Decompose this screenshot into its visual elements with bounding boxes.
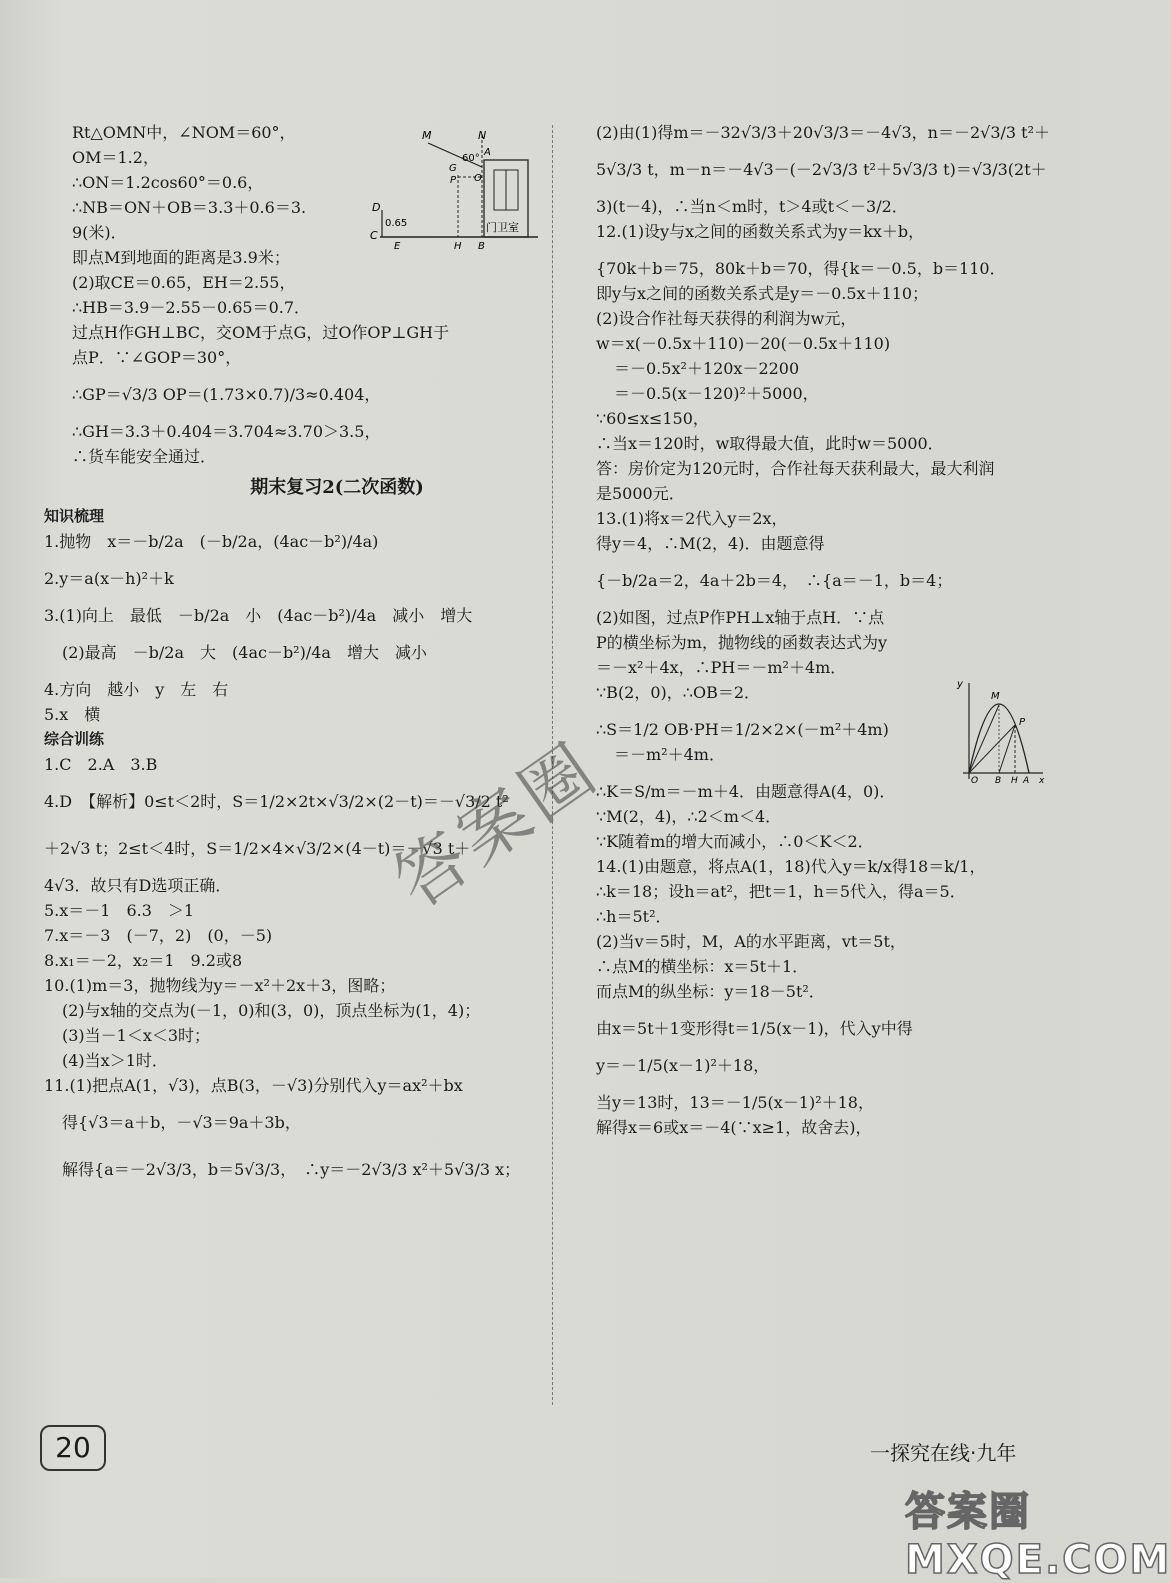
text-line: 14.(1)由题意，将点A(1，18)代入y＝k/x得18＝k/1， — [596, 857, 986, 876]
axis-x: x — [1039, 776, 1045, 786]
knowledge-item: 2.y＝a(x－h)²＋k — [44, 569, 174, 588]
text-line: 12.(1)设y与x之间的函数关系式为y＝kx＋b， — [596, 222, 925, 241]
footer-text: 一探究在线·九年 — [870, 1441, 1017, 1465]
text-line: 3)(t－4)，∴当n＜m时，t＞4或t＜－3/2． — [596, 197, 908, 216]
text-line: (2)如图，过点P作PH⊥x轴于点H．∵点 — [596, 608, 885, 627]
label-angle: 60° — [462, 153, 480, 164]
text-line: 得y＝4，∴M(2，4)．由题意得 — [596, 534, 825, 553]
training-item: (3)当－1＜x＜3时； — [62, 1026, 211, 1045]
watermark-text: 答案圈 MXQE.COM — [905, 1489, 1171, 1583]
label-M: M — [991, 691, 1000, 702]
training-item: 解得{a＝－2√3/3，b＝5√3/3， ∴y＝－2√3/3 x²＋5√3/3 x； — [62, 1160, 521, 1179]
text-line: ＝－0.5(x－120)²＋5000， — [614, 384, 819, 403]
section-title: 期末复习2(二次函数) — [250, 477, 424, 498]
text-line: ∵K随着m的增大而减小，∴0＜K＜2． — [596, 832, 874, 851]
text-line: 13.(1)将x＝2代入y＝2x， — [596, 509, 788, 528]
label-gatehouse: 门卫室 — [486, 221, 519, 234]
label-height: 0.65 — [385, 218, 408, 229]
training-heading: 综合训练 — [44, 730, 105, 748]
text-line: ∴k＝18；设h＝at²，把t＝1，h＝5代入，得a＝5． — [596, 882, 966, 901]
text-line: ∴GH＝3.3＋0.404＝3.704≈3.70＞3.5， — [72, 422, 381, 441]
label-E: E — [394, 241, 401, 252]
label-M: M — [422, 129, 432, 142]
text-line: 5√3/3 t，m－n＝－4√3－(－2√3/3 t²＋5√3/3 t)＝√3/3(2t＋ — [596, 160, 1047, 179]
page-number: 20 — [40, 1425, 106, 1471]
label-D: D — [372, 201, 381, 214]
right-column — [596, 120, 1066, 1140]
label-H: H — [1011, 776, 1018, 786]
knowledge-heading: 知识梳理 — [44, 507, 105, 525]
text-line: ＝－0.5x²＋120x－2200 — [614, 359, 800, 378]
text-line: {70k＋b＝75，80k＋b＝70，得{k＝－0.5，b＝110． — [596, 259, 1006, 278]
training-item: 7.x＝－3 (－7，2) (0，－5) — [44, 926, 273, 945]
text-line: {－b/2a＝2，4a＋2b＝4， ∴{a＝－1，b＝4； — [596, 571, 953, 590]
axis-y: y — [957, 679, 963, 690]
text-line: 解得x＝6或x＝－4(∵x≥1，故舍去)， — [596, 1118, 872, 1137]
label-B: B — [478, 241, 485, 252]
text-line: ∴K＝S/m＝－m＋4．由题意得A(4，0)． — [596, 782, 896, 801]
text-line: (2)取CE＝0.65，EH＝2.55， — [72, 273, 296, 292]
label-H: H — [454, 241, 462, 252]
text-line: 当y＝13时，13＝－1/5(x－1)²＋18， — [596, 1093, 874, 1112]
text-line: ∵B(2，0)，∴OB＝2． — [596, 683, 761, 702]
text-line: ∴h＝5t²． — [596, 907, 672, 926]
text-line: w＝x(－0.5x＋110)－20(－0.5x＋110) — [596, 334, 891, 353]
parabola-diagram — [955, 675, 1050, 785]
label-N: N — [478, 129, 487, 142]
training-item: (4)当x＞1时． — [62, 1051, 168, 1070]
text-line: 答：房价定为120元时，合作社每天获利最大，最大利润 — [596, 459, 995, 478]
text-line: 点P．∵∠GOP＝30°， — [72, 348, 242, 367]
label-O: O — [474, 173, 482, 184]
text-line: Rt△OMN中，∠NOM＝60°， — [72, 123, 296, 142]
training-item: 得{√3＝a＋b，－√3＝9a＋3b， — [62, 1113, 301, 1132]
text-line: ＝－m²＋4m． — [614, 745, 725, 764]
text-line: ∴当x＝120时，w取得最大值，此时w＝5000． — [596, 434, 944, 453]
label-A: A — [1023, 776, 1030, 786]
text-line: 而点M的纵坐标：y＝18－5t²． — [596, 982, 825, 1001]
text-line: 即点M到地面的距离是3.9米； — [72, 248, 290, 267]
text-line: ∴ON＝1.2cos60°＝0.6， — [72, 173, 264, 192]
label-C: C — [370, 229, 378, 242]
label-P: P — [450, 175, 457, 186]
text-line: 即y与x之间的函数关系式是y＝－0.5x＋110； — [596, 284, 929, 303]
gatehouse-diagram — [370, 125, 545, 250]
text-line: ∵M(2，4)，∴2＜m＜4． — [596, 807, 782, 826]
text-line: 9(米)． — [72, 223, 127, 242]
left-column — [44, 120, 542, 1182]
text-line: ＝－x²＋4x，∴PH＝－m²＋4m． — [596, 658, 847, 677]
text-line: (2)由(1)得m＝－32√3/3＋20√3/3＝－4√3，n＝－2√3/3 t²＋ — [596, 123, 1051, 142]
training-item: 4√3．故只有D选项正确． — [44, 876, 232, 895]
text-line: 过点H作GH⊥BC，交OM于点G，过O作OP⊥GH于 — [72, 323, 450, 342]
text-line: 由x＝5t＋1变形得t＝1/5(x－1)，代入y中得 — [596, 1019, 913, 1038]
label-P: P — [1019, 717, 1026, 728]
text-line: ∴HB＝3.9－2.55－0.65＝0.7． — [72, 298, 311, 317]
text-line: ∴S＝1/2 OB·PH＝1/2×2×(－m²＋4m) — [596, 720, 889, 739]
watermark-logo — [905, 1480, 1171, 1583]
text-line: P的横坐标为m，抛物线的函数表达式为y — [596, 633, 887, 652]
training-item: 11.(1)把点A(1，√3)，点B(3，－√3)分别代入y＝ax²＋bx — [44, 1076, 463, 1095]
knowledge-item: (2)最高 －b/2a 大 (4ac－b²)/4a 增大 减小 — [62, 643, 427, 662]
knowledge-item: 5.x 横 — [44, 705, 101, 724]
label-G: G — [449, 163, 457, 174]
knowledge-item: 4.方向 越小 y 左 右 — [44, 680, 229, 699]
training-item: 10.(1)m＝3，抛物线为y＝－x²＋2x＋3，图略； — [44, 976, 396, 995]
text-line: ∵60≤x≤150， — [596, 409, 709, 428]
text-line: (2)设合作社每天获得的利润为w元， — [596, 309, 857, 328]
handwritten-stamp: 答案圈 — [380, 726, 615, 924]
text-line: 是5000元． — [596, 484, 685, 503]
text-line: (2)当v＝5时，M，A的水平距离，vt＝5t， — [596, 932, 906, 951]
text-line: y＝－1/5(x－1)²＋18， — [596, 1056, 770, 1075]
training-item: 5.x＝－1 6.3 ＞1 — [44, 901, 195, 920]
training-item: 4.D 【解析】0≤t＜2时，S＝1/2×2t×√3/2×(2－t)＝－√3/2 t² — [44, 792, 509, 811]
text-line: ∴GP＝√3/3 OP＝(1.73×0.7)/3≈0.404， — [72, 385, 381, 404]
training-item: 1.C 2.A 3.B — [44, 755, 158, 774]
training-item: (2)与x轴的交点为(－1，0)和(3，0)，顶点坐标为(1，4)； — [62, 1001, 481, 1020]
knowledge-item: 3.(1)向上 最低 －b/2a 小 (4ac－b²)/4a 减小 增大 — [44, 606, 473, 625]
training-item: 8.x₁＝－2，x₂＝1 9.2或8 — [44, 951, 243, 970]
label-B: B — [995, 776, 1002, 786]
text-line: OM＝1.2， — [72, 148, 159, 167]
knowledge-item: 1.抛物 x＝－b/2a (－b/2a，(4ac－b²)/4a) — [44, 532, 379, 551]
text-line: ∴点M的横坐标：x＝5t＋1． — [596, 957, 809, 976]
text-line: ∴货车能安全通过． — [72, 447, 217, 466]
text-line: ∴NB＝ON＋OB＝3.3＋0.6＝3. — [72, 198, 307, 217]
label-O: O — [971, 776, 979, 786]
label-A: A — [484, 147, 491, 158]
training-item: ＋2√3 t；2≤t＜4时，S＝1/2×4×√3/2×(4－t)＝－√3 t＋ — [44, 839, 471, 858]
